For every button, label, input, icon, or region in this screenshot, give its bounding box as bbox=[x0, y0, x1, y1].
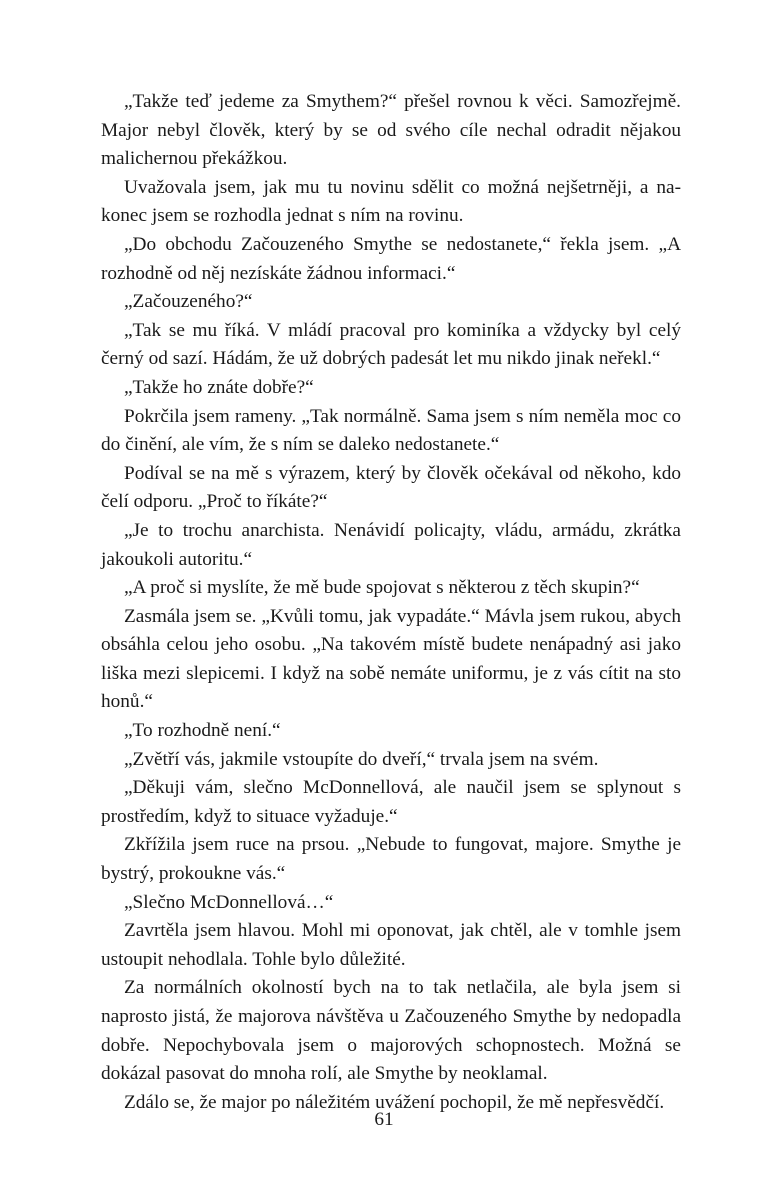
paragraph: „Do obchodu Začouzeného Smythe se nedostanete,“ řekla jsem. „A rozhodně od něj nezískáte žádnou informaci.“ bbox=[101, 233, 681, 284]
paragraph: „Začouzeného?“ bbox=[124, 291, 253, 313]
paragraph: Zasmála jsem se. „Kvůli tomu, jak vypadáte.“ Mávla jsem rukou, abych obsáhla celou jeho osobu. „Na takovém místě budete nenápadný asi jako liška mezi slepicemi. I když na sobě nemáte uniformu, je z vás cítit na sto honů.“ bbox=[101, 605, 681, 713]
paragraph: Zdálo se, že major po náležitém uvážení pochopil, že mě nepřesvědčí. bbox=[124, 1091, 665, 1113]
paragraph: Pokrčila jsem rameny. „Tak normálně. Sama jsem s ním neměla moc co do činění, ale vím, že s ním se daleko nedostanete.“ bbox=[101, 405, 681, 456]
body-text bbox=[101, 88, 681, 1117]
paragraph: „Je to trochu anarchista. Nenávidí policajty, vládu, armádu, zkrátka jakoukoli autoritu.“ bbox=[101, 519, 681, 570]
paragraph: Zavrtěla jsem hlavou. Mohl mi oponovat, jak chtěl, ale v tomhle jsem ustoupit nehodlala. Tohle bylo důležité. bbox=[101, 920, 681, 970]
paragraph: Uvažovala jsem, jak mu tu novinu sdělit co možná nejšetrněji, a nakonec jsem se rozhodla jednat s ním na rovinu. bbox=[101, 176, 681, 227]
paragraph: Podíval se na mě s výrazem, který by člověk očekával od někoho, kdo čelí odporu. „Proč to říkáte?“ bbox=[101, 462, 681, 513]
page-number: 61 bbox=[374, 1109, 394, 1130]
paragraph: „Děkuji vám, slečno McDonnellová, ale naučil jsem se splynout s prostředím, když to situace vyžaduje.“ bbox=[101, 777, 681, 827]
paragraph: Zkřížila jsem ruce na prsou. „Nebude to fungovat, majore. Smythe je bystrý, prokoukne vás.“ bbox=[101, 834, 681, 885]
paragraph: „Tak se mu říká. V mládí pracoval pro kominíka a vždycky byl celý černý od sazí. Hádám, že už dobrých padesát let mu nikdo jinak neřekl.“ bbox=[101, 319, 681, 370]
paragraph: „To rozhodně není.“ bbox=[124, 720, 281, 742]
paragraph: „A proč si myslíte, že mě bude spojovat s některou z těch skupin?“ bbox=[124, 577, 640, 599]
paragraph: „Slečno McDonnellová…“ bbox=[124, 891, 334, 913]
paragraph: „Takže teď jedeme za Smythem?“ přešel rovnou k věci. Samozřejmě. Major nebyl člověk, který by se od svého cíle nechal odradit nějakou malichernou překážkou. bbox=[101, 91, 681, 170]
paragraph: „Zvětří vás, jakmile vstoupíte do dveří,“ trvala jsem na svém. bbox=[124, 748, 599, 770]
paragraph: „Takže ho znáte dobře?“ bbox=[124, 376, 314, 398]
paragraph: Za normálních okolností bych na to tak netlačila, ale byla jsem si naprosto jistá, že majorova návštěva u Začouzeného Smythe by nedopadla dobře. Nepochybovala jsem o majorových schopnostech. Možná se dokázal pasovat do mnoha rolí, ale Smythe by neoklamal. bbox=[101, 977, 681, 1085]
